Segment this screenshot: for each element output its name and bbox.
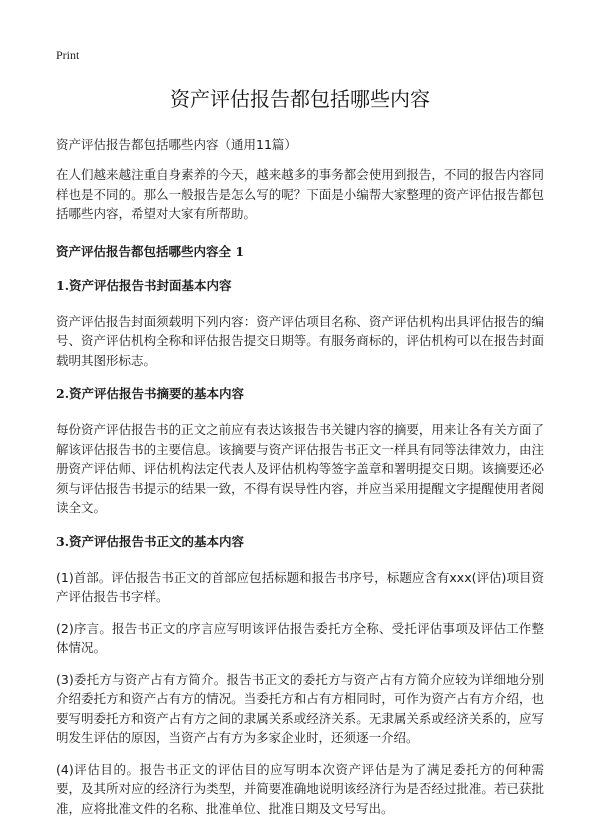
section-heading-1: 1.资产评估报告书封面基本内容 — [56, 277, 232, 293]
intro-paragraph: 在人们越来越注重自身素养的今天，越来越多的事务都会使用到报告，不同的报告内容同样也是不同的。那么一般报告是怎么写的呢？下面是小编帮大家整理的资产评估报告都包括哪些内容，希望对大家有所帮助。 — [56, 167, 544, 221]
section-1-paragraph: 资产评估报告封面须载明下列内容：资产评估项目名称、资产评估机构出具评估报告的编号、资产评估机构全称和评估报告提交日期等。有服务商标的，评估机构可以在报告封面载明其图形标志。 — [56, 313, 544, 368]
print-link[interactable]: Print — [56, 48, 80, 62]
document-subtitle: 资产评估报告都包括哪些内容（通用11篇） — [56, 137, 297, 152]
section-3-paragraph-4: (4)评估目的。报告书正文的评估目的应写明本次资产评估是为了满足委托方的何种需要，及其所对应的经济行为类型，并简要准确地说明该经济行为是否经过批准。若已获批准，应将批准文件的名称、批准单位、批准日期及文号写出。 — [56, 761, 544, 816]
section-heading-2: 2.资产评估报告书摘要的基本内容 — [56, 386, 245, 401]
section-2-paragraph: 每份资产评估报告书的正文之前应有表达该报告书关键内容的摘要，用来让各有关方面了解该评估报告书的主要信息。该摘要与资产评估报告书正文一样具有同等法律效力，由注册资产评估师、评估机构法定代表人及评估机构等签字盖章和署明提交日期。该摘要还必须与评估报告书提示的结果一致，不得有误导性内容，并应当采用提醒文字提醒使用者阅读全文。 — [56, 422, 544, 515]
page-title: 资产评估报告都包括哪些内容 — [170, 87, 430, 111]
section-3-paragraph-1: (1)首部。评估报告书正文的首部应包括标题和报告书序号，标题应含有xxx(评估)项目资产评估报告书字样。 — [56, 569, 544, 604]
section-title: 资产评估报告都包括哪些内容全 1 — [56, 243, 245, 259]
section-3-paragraph-3: (3)委托方与资产占有方简介。报告书正文的委托方与资产占有方简介应较为详细地分别介绍委托方和资产占有方的情况。当委托方和占有方相同时，可作为资产占有方介绍，也要写明委托方和资产占有方之间的隶属关系或经济关系。无隶属关系或经济关系的，应写明发生评估的原因，当资产占有方为多家企业时，还须逐一介绍。 — [56, 671, 544, 745]
section-heading-3: 3.资产评估报告书正文的基本内容 — [56, 533, 245, 549]
section-3-paragraph-2: (2)序言。报告书正文的序言应写明该评估报告委托方全称、受托评估事项及评估工作整体情况。 — [56, 620, 544, 655]
